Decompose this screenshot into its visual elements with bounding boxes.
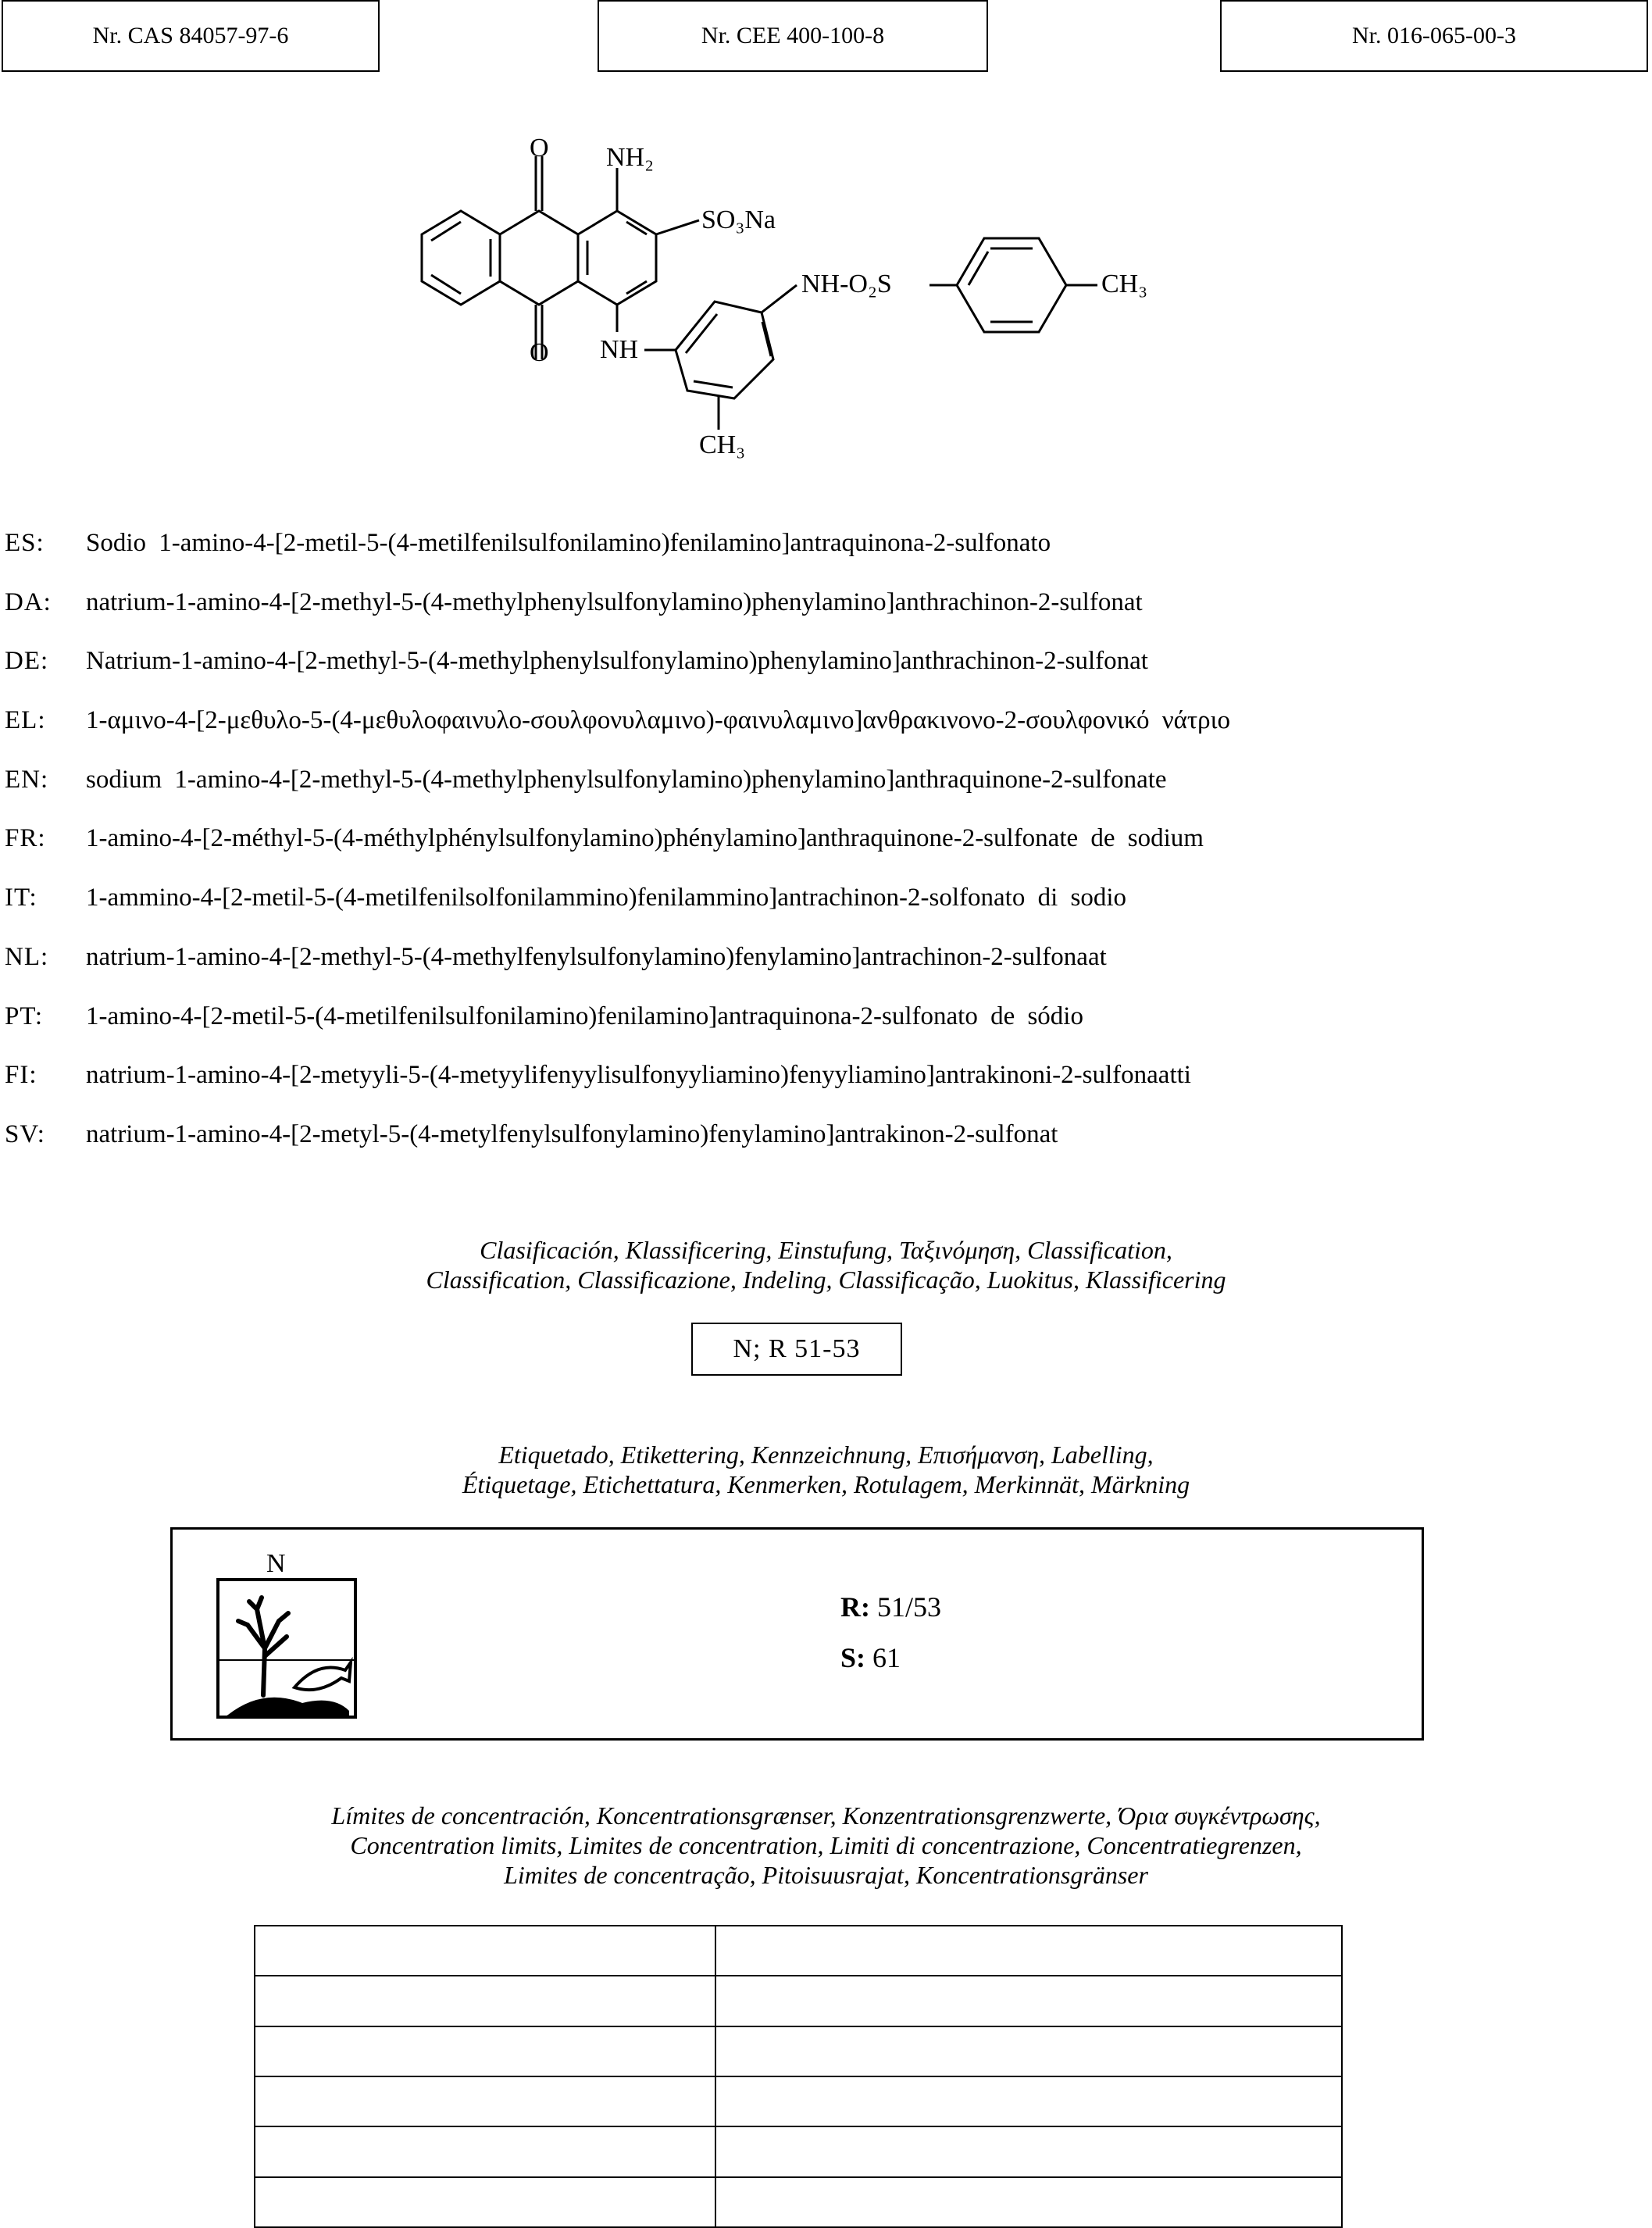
lang-code: NL:	[5, 943, 49, 971]
chemical-name: 1-amino-4-[2-metil-5-(4-metilfenilsulfonilamino)fenilamino]antraquinona-2-sulfonato de sódio	[86, 1002, 1083, 1030]
chemical-name: Natrium-1-amino-4-[2-methyl-5-(4-methylphenylsulfonylamino)phenylamino]anthrachinon-2-sulfonat	[86, 647, 1148, 675]
chemical-name: 1-ammino-4-[2-metil-5-(4-metilfenilsolfonilammino)fenilammino]antrachinon-2-solfonato di sodio	[86, 884, 1127, 912]
risk-phrase	[840, 1591, 941, 1623]
table-cell	[715, 2076, 1342, 2126]
lang-code: FI:	[5, 1061, 37, 1089]
safety-phrase	[840, 1641, 901, 1674]
table-cell	[255, 2076, 715, 2126]
classification-box	[691, 1323, 902, 1376]
classification-value: N; R 51-53	[733, 1334, 861, 1363]
methyl-right-label: CH₃	[1101, 270, 1148, 298]
chemical-name: 1-αμινο-4-[2-μεθυλο-5-(4-μεθυλοφαινυλο-σουλφονυλαμινο)-φαινυλαμινο]ανθρακινονο-2-σουλφονικό νάτριο	[86, 706, 1231, 734]
concentration-caption-line1: Límites de concentración, Koncentrationsgrænser, Konzentrationsgrenzwerte, Όρια συγκέντρωσης,	[331, 1801, 1321, 1830]
lang-code: DA:	[5, 588, 52, 616]
table-row	[255, 2076, 1342, 2126]
sulfonate-label: SO₃Na	[701, 205, 776, 234]
table-cell	[255, 2026, 715, 2076]
labelling-panel	[170, 1527, 1424, 1741]
lang-code: EL:	[5, 706, 46, 734]
cas-number: Nr. CAS 84057-97-6	[92, 23, 289, 48]
chemical-name: natrium-1-amino-4-[2-metyyli-5-(4-metyylifenyylisulfonyyliamino)fenyyliamino]antrakinoni-2-sulfonaatti	[86, 1061, 1191, 1089]
chemical-name: natrium-1-amino-4-[2-methyl-5-(4-methylphenylsulfonylamino)phenylamino]anthrachinon-2-sulfonat	[86, 588, 1143, 616]
table-cell	[715, 2026, 1342, 2076]
name-row-es	[0, 520, 1652, 566]
table-cell	[715, 2126, 1342, 2176]
name-row-nl	[0, 934, 1652, 980]
index-number: Nr. 016-065-00-3	[1352, 23, 1516, 48]
lang-code: FR:	[5, 824, 46, 852]
amino-label: NH₂	[606, 143, 654, 172]
safety-phrase-label: S:	[840, 1642, 866, 1673]
table-row	[255, 1926, 1342, 1976]
cee-number-box	[598, 0, 988, 72]
hazard-symbol-letter: N	[266, 1549, 286, 1578]
lang-code: ES:	[5, 529, 45, 557]
table-row	[255, 2026, 1342, 2076]
safety-phrase-value: 61	[872, 1642, 901, 1673]
chemical-structure-diagram	[406, 125, 1187, 469]
chemical-name: natrium-1-amino-4-[2-metyl-5-(4-metylfenylsulfonylamino)fenylamino]antrakinon-2-sulfonat	[86, 1120, 1058, 1148]
name-row-sv	[0, 1111, 1652, 1158]
labelling-caption-line1: Etiquetado, Etikettering, Kennzeichnung, Επισήμανση, Labelling,	[498, 1441, 1154, 1469]
classification-caption-line1: Clasificación, Klassificering, Einstufung, Ταξινόμηση, Classification,	[480, 1236, 1172, 1264]
concentration-limits-table	[254, 1925, 1343, 2228]
risk-phrase-label: R:	[840, 1591, 870, 1623]
chemical-name: sodium 1-amino-4-[2-methyl-5-(4-methylphenylsulfonylamino)phenylamino]anthraquinone-2-sulfonate	[86, 766, 1167, 794]
nh-label: NH	[600, 335, 639, 364]
table-cell	[255, 2126, 715, 2176]
chemical-name: 1-amino-4-[2-méthyl-5-(4-méthylphénylsulfonylamino)phénylamino]anthraquinone-2-sulfonate de sodium	[86, 824, 1204, 852]
index-number-box	[1220, 0, 1648, 72]
name-row-pt	[0, 993, 1652, 1040]
name-row-fr	[0, 815, 1652, 862]
cas-number-box	[2, 0, 380, 72]
lang-code: PT:	[5, 1002, 44, 1030]
lang-code: SV:	[5, 1120, 45, 1148]
table-row	[255, 2177, 1342, 2227]
name-row-da	[0, 579, 1652, 626]
concentration-caption-line2: Concentration limits, Limites de concentration, Limiti di concentrazione, Concentratiegrenzen,	[350, 1831, 1302, 1859]
environment-hazard-icon	[216, 1578, 357, 1719]
labelling-caption-line2: Étiquetage, Etichettatura, Kenmerken, Rotulagem, Merkinnät, Märkning	[462, 1470, 1190, 1498]
lang-code: EN:	[5, 766, 49, 794]
classification-caption-line2: Classification, Classificazione, Indeling, Classificação, Luokitus, Klassificering	[426, 1266, 1226, 1294]
name-row-fi	[0, 1052, 1652, 1098]
table-cell	[255, 2177, 715, 2227]
table-cell	[255, 1976, 715, 2026]
lang-code: DE:	[5, 647, 49, 675]
table-row	[255, 2126, 1342, 2176]
concentration-caption-line3: Limites de concentração, Pitoisuusrajat, Koncentrationsgränser	[504, 1861, 1148, 1889]
name-row-el	[0, 697, 1652, 744]
chemical-name: Sodio 1-amino-4-[2-metil-5-(4-metilfenilsulfonilamino)fenilamino]antraquinona-2-sulfonato	[86, 529, 1051, 557]
sulfonylamino-label: NH-O₂S	[801, 270, 892, 298]
lang-code: IT:	[5, 884, 37, 912]
name-row-it	[0, 874, 1652, 921]
oxygen-top-label: O	[530, 134, 549, 162]
methyl-bottom-label: CH₃	[699, 430, 746, 459]
table-row	[255, 1976, 1342, 2026]
table-cell	[715, 2177, 1342, 2227]
table-cell	[715, 1976, 1342, 2026]
cee-number: Nr. CEE 400-100-8	[701, 23, 885, 48]
chemical-name: natrium-1-amino-4-[2-methyl-5-(4-methylfenylsulfonylamino)fenylamino]antrachinon-2-sulfonaat	[86, 943, 1107, 971]
name-row-de	[0, 637, 1652, 684]
name-row-en	[0, 756, 1652, 803]
risk-phrase-value: 51/53	[877, 1591, 942, 1623]
table-cell	[715, 1926, 1342, 1976]
oxygen-bottom-label: O	[530, 338, 549, 367]
table-cell	[255, 1926, 715, 1976]
